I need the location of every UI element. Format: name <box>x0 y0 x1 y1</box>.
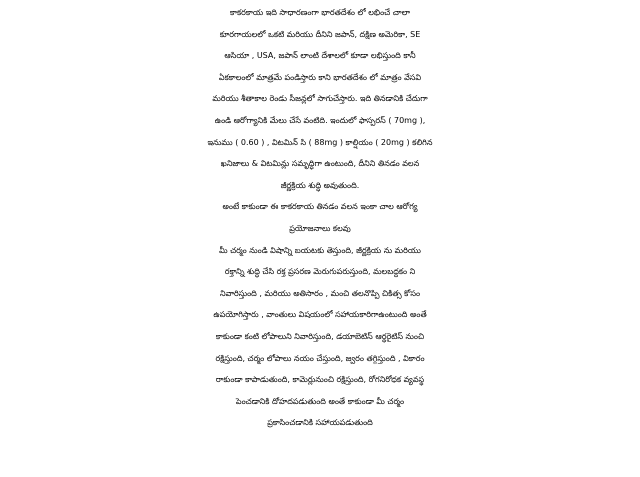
paragraph-intro <box>0 2 640 196</box>
text-line: ప్రకాసించడానికి సహాయపడుతుంది <box>267 418 373 428</box>
text-line: మీ చర్మం నుండి విషాన్ని బయటకు తెస్తుంది, జీర్ణక్రియ ను మరియు <box>219 245 421 255</box>
paragraph-benefits-intro <box>0 196 640 239</box>
text-line: మరియు శీతాకాల రెండు సీజన్లలో సాగుచేస్తారు. ఇది తినడానికి చేదుగా <box>212 94 428 104</box>
paragraph-benefits-list <box>0 240 640 434</box>
text-line: ప్రయోజనాలు కలవు <box>289 223 351 233</box>
text-line: ఇనుము ( 0.60 ) , విటమిన్ సి ( 88mg ) కాల్షియం ( 20mg ) కలిగిన <box>207 137 433 147</box>
text-line: ఉండి ఆరోగ్యానికి మేలు చేసే వంటిది. ఇందులో ఫాస్పరస్ ( 70mg ), <box>214 115 426 125</box>
text-line: ఖనిజాలు & విటమిన్లు సమృద్ధిగా ఉంటుంది, దీనిని తినడం వలన <box>220 159 420 169</box>
text-line: రక్తాన్ని శుద్ధి చేసి రక్త ప్రసరణ మెరుగుపరుస్తుంది, మలబద్దకం ని <box>224 267 416 277</box>
text-line: రాకుండా కాపాడుతుంది, కామెర్లునుంచి రక్షిస్తుంది, రోగనిరోధక వ్యవస్థ <box>215 375 425 385</box>
text-line: ఉపయోగిస్తారు , వాంతులు విషయంలో సహాయకారిగాఉంటుంది అంతే <box>213 310 427 320</box>
text-line: ఆసియా , USA, జపాన్ లాంటి దేశాలలో కూడా లభిస్తుంది కానీ <box>224 51 416 61</box>
text-line: పెంచడానికి దోహదపడుతుంది అంతే కాకుండా మీ చర్మం <box>235 396 405 406</box>
text-line: ఏకకాలంలో మాత్రమే పండిస్తారు కాని భారతదేశం లో మాత్రం వేసవి <box>218 72 422 82</box>
text-line: అంటే కాకుండా ఈ కాకరకాయ తినడం వలన ఇంకా చాల ఆరోగ్య <box>222 202 418 212</box>
text-line: కూరగాయలలో ఒకటి మరియు దీనిని జపాన్, దక్షిణ అమెరికా, SE <box>219 29 421 39</box>
text-line: నివారిస్తుంది , మరియు అతిసారం , మంచి తలనొప్పి చికిత్స కోసం <box>220 288 420 298</box>
text-line: రక్షిస్తుంది, చర్మం లోపాలు నయం చేస్తుంది, జ్వరం తగ్గిస్తుంది , వికారం <box>215 353 425 363</box>
text-line: కాకుండా కంటి లోపాలుని నివారిస్తుంది, డయాబెటిస్ ఆర్థరైటిస్ నుంచి <box>215 331 425 341</box>
text-line: జీర్ణక్రియ శుద్ధి అవుతుంది. <box>280 180 360 190</box>
text-line: కాకరకాయ ఇది సాధారణంగా భారతదేశం లో లభించే చాలా <box>230 8 410 17</box>
document-body <box>0 2 640 434</box>
